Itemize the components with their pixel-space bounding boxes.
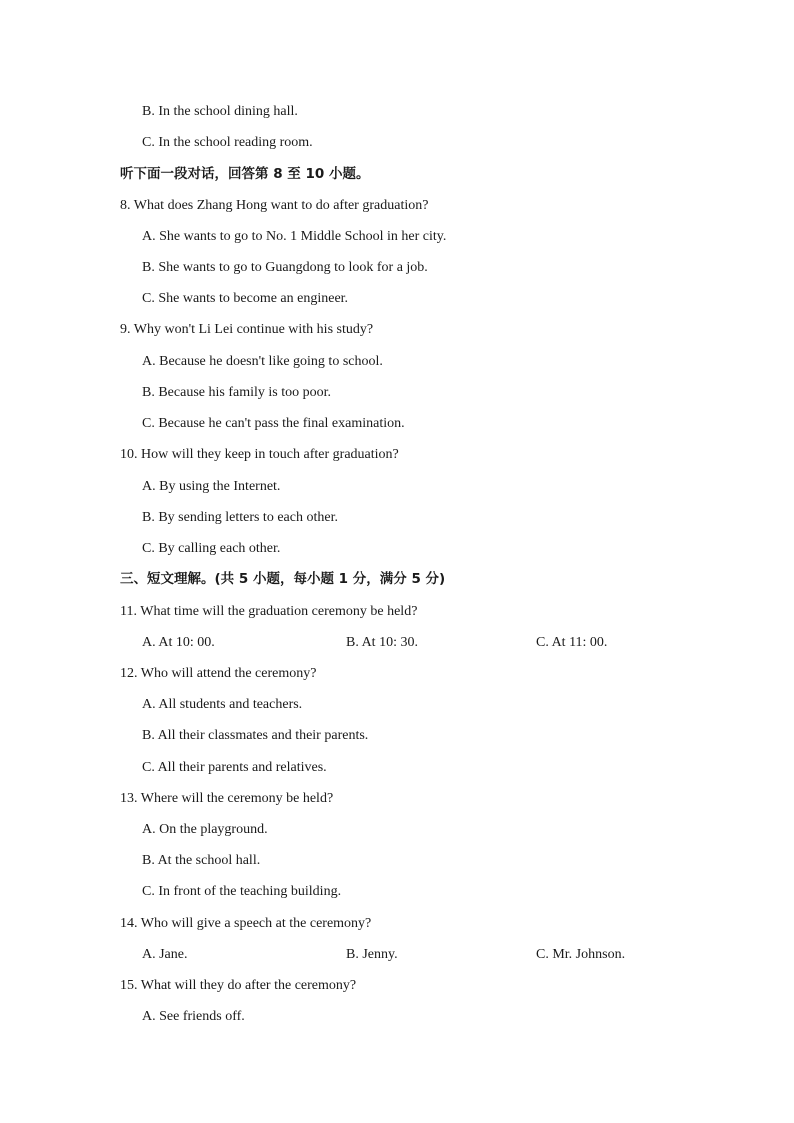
question-11-option-b: B. At 10: 30. [346,635,418,650]
question-7-option-b: B. In the school dining hall. [142,104,298,119]
question-8-option-c: C. She wants to become an engineer. [142,291,349,306]
question-8-option-a: A. She wants to go to No. 1 Middle School in her city. [142,229,447,244]
question-14: 14. Who will give a speech at the ceremony? [120,916,372,931]
question-9-option-c: C. Because he can't pass the final examination. [142,416,405,431]
question-7-option-c: C. In the school reading room. [142,135,313,150]
question-11: 11. What time will the graduation ceremony be held? [120,604,418,619]
question-11-option-c: C. At 11: 00. [536,635,608,650]
question-9: 9. Why won't Li Lei continue with his study? [120,322,374,337]
question-9-option-b: B. Because his family is too poor. [142,385,331,400]
question-11-option-a: A. At 10: 00. [142,635,215,650]
question-13-option-a: A. On the playground. [142,822,268,837]
question-8-option-b: B. She wants to go to Guangdong to look for a job. [142,260,428,275]
listening-section-instruction: 听下面一段对话，回答第 8 至 10 小题。 [120,166,370,182]
question-10: 10. How will they keep in touch after graduation? [120,447,399,462]
reading-section-heading: 三、短文理解。(共 5 小题，每小题 1 分，满分 5 分) [120,571,446,587]
question-10-option-b: B. By sending letters to each other. [142,510,338,525]
question-8: 8. What does Zhang Hong want to do after graduation? [120,198,429,213]
question-14-option-b: B. Jenny. [346,947,398,962]
question-15: 15. What will they do after the ceremony? [120,978,357,993]
question-15-option-a: A. See friends off. [142,1009,245,1024]
question-12-option-a: A. All students and teachers. [142,697,303,712]
question-10-option-c: C. By calling each other. [142,541,281,556]
question-12: 12. Who will attend the ceremony? [120,666,317,681]
question-14-option-a: A. Jane. [142,947,188,962]
question-12-option-c: C. All their parents and relatives. [142,760,327,775]
question-10-option-a: A. By using the Internet. [142,479,281,494]
question-12-option-b: B. All their classmates and their parents. [142,728,369,743]
question-9-option-a: A. Because he doesn't like going to school. [142,354,383,369]
question-13: 13. Where will the ceremony be held? [120,791,334,806]
question-14-option-c: C. Mr. Johnson. [536,947,626,962]
question-13-option-b: B. At the school hall. [142,853,261,868]
question-13-option-c: C. In front of the teaching building. [142,884,342,899]
